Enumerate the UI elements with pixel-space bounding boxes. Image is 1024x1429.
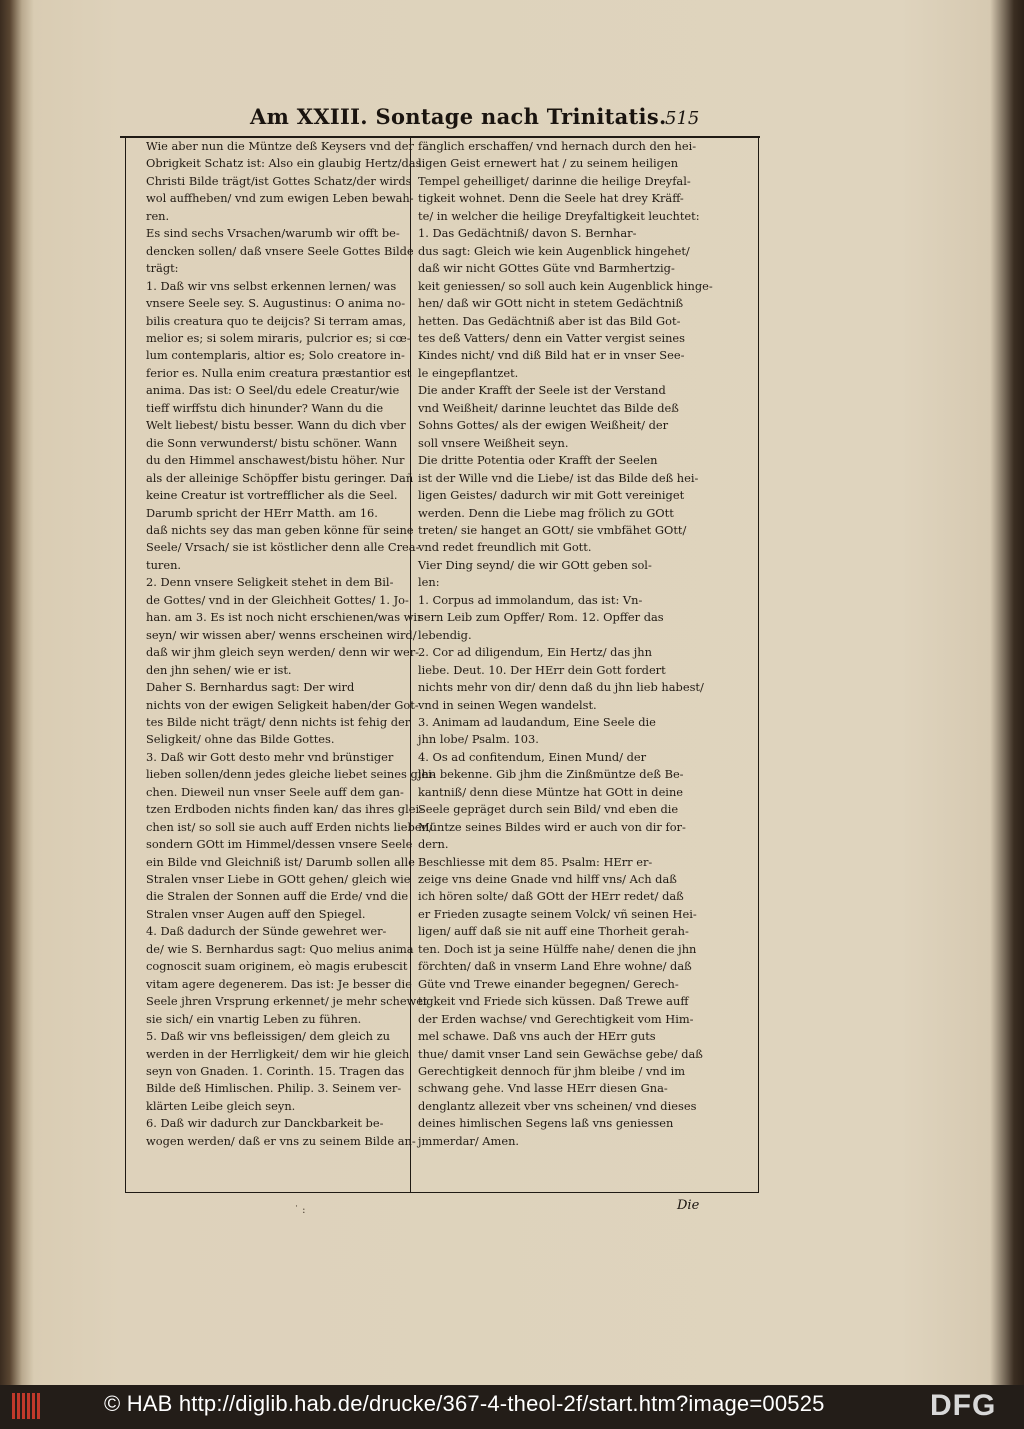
text-line: zeige vns deine Gnade vnd hilff vns/ Ach daß <box>418 872 677 887</box>
text-line: tes deß Vatters/ denn ein Vatter vergist seines <box>418 330 686 345</box>
text-line: Kindes nicht/ vnd diß Bild hat er in vnser See- <box>418 348 685 363</box>
right-column <box>418 138 713 1150</box>
text-line: ten. Doch ist ja seine Hülffe nahe/ denen die jhn <box>418 941 697 956</box>
text-line: seyn von Gnaden. 1. Corinth. 15. Tragen das <box>146 1064 405 1079</box>
text-line: Darumb spricht der HErr Matth. am 16. <box>146 505 378 520</box>
viewer-footer <box>0 1385 1024 1429</box>
text-line: ein Bilde vnd Gleichniß ist/ Darumb sollen alle <box>146 854 415 869</box>
running-title: Am XXIII. Sontage nach Trinitatis. <box>250 104 667 129</box>
text-line: 6. Daß wir dadurch zur Danckbarkeit be- <box>146 1116 384 1131</box>
text-line: Güte vnd Trewe einander begegnen/ Gerech- <box>418 976 679 991</box>
text-line: Beschliesse mit dem 85. Psalm: HErr er- <box>418 854 653 869</box>
text-line: de Gottes/ vnd in der Gleichheit Gottes/ 1. Jo- <box>146 592 409 607</box>
text-line: Welt liebest/ bistu besser. Wann du dich vber <box>146 418 406 433</box>
text-line: keine Creatur ist vortrefflicher als die Seel. <box>146 488 398 503</box>
text-line: Wie aber nun die Müntze deß Keysers vnd der <box>146 139 414 153</box>
column-divider <box>410 138 411 1192</box>
text-line: Stralen vnser Liebe in GOtt gehen/ gleich wie <box>146 872 411 887</box>
text-line: Sohns Gottes/ als der ewigen Weißheit/ der <box>418 418 669 433</box>
text-line: dus sagt: Gleich wie kein Augenblick hingehet/ <box>418 243 690 258</box>
text-line: der Erden wachse/ vnd Gerechtigkeit vom Him- <box>418 1011 694 1026</box>
text-line: Daher S. Bernhardus sagt: Der wird <box>146 680 355 695</box>
text-line: Die dritte Potentia oder Krafft der Seelen <box>418 453 658 468</box>
copyright-url[interactable]: © HAB http://diglib.hab.de/drucke/367-4-theol-2f/start.htm?image=00525 <box>104 1391 825 1416</box>
text-line: daß wir jhm gleich seyn werden/ denn wir wer- <box>146 645 420 660</box>
text-line: schwang gehe. Vnd lasse HErr diesen Gna- <box>418 1081 668 1096</box>
text-line: ich hören solte/ daß GOtt der HErr redet/ daß <box>418 889 684 904</box>
text-line: sondern GOtt im Himmel/dessen vnsere Seele <box>146 837 413 852</box>
text-line: te/ in welcher die heilige Dreyfaltigkeit leuchtet: <box>418 208 700 223</box>
text-line: den jhn sehen/ wie er ist. <box>146 662 292 677</box>
text-line: er Frieden zusagte seinem Volck/ vñ seinen Hei- <box>418 906 697 921</box>
text-line: soll vnsere Weißheit seyn. <box>418 435 569 450</box>
text-line: deines himlischen Segens laß vns geniessen <box>418 1116 674 1131</box>
text-line: nichts von der ewigen Seligkeit haben/der Got- <box>146 697 419 712</box>
text-line: len: <box>418 575 440 590</box>
text-line: Stralen vnser Augen auff den Spiegel. <box>146 906 366 921</box>
page-number: 515 <box>665 108 700 129</box>
text-line: daß wir nicht GOttes Güte vnd Barmhertzig- <box>418 261 675 276</box>
text-line: sern Leib zum Opffer/ Rom. 12. Opffer das <box>418 610 664 625</box>
text-line: mel schawe. Daß vns auch der HErr guts <box>418 1029 656 1044</box>
text-line: wogen werden/ daß er vns zu seinem Bilde an- <box>146 1133 416 1148</box>
text-line: Seligkeit/ ohne das Bilde Gottes. <box>146 732 335 747</box>
text-line: han. am 3. Es ist noch nicht erschienen/was wir <box>146 610 423 625</box>
book-page <box>30 0 1005 1385</box>
text-line: ferior es. Nulla enim creatura præstantior est <box>146 365 412 380</box>
text-line: tigkeit wohnet. Denn die Seele hat drey Kräff- <box>418 191 684 206</box>
text-line: 1. Daß wir vns selbst erkennen lernen/ was <box>146 278 397 293</box>
text-line: tigkeit vnd Friede sich küssen. Daß Trewe auff <box>418 994 689 1009</box>
text-line: 1. Corpus ad immolandum, das ist: Vn- <box>418 592 643 607</box>
text-line: Seele gepräget durch sein Bild/ vnd eben die <box>418 802 679 817</box>
text-line: klärten Leibe gleich seyn. <box>146 1098 296 1113</box>
text-line: Gerechtigkeit dennoch für jhm bleibe / vnd im <box>418 1064 686 1079</box>
text-line: förchten/ daß in vnserm Land Ehre wohne/ daß <box>418 959 692 974</box>
text-line: tzen Erdboden nichts finden kan/ das ihres glei- <box>146 802 423 817</box>
text-line: 1. Das Gedächtniß/ davon S. Bernhar- <box>418 226 637 241</box>
text-line: als der alleinige Schöpffer bistu geringer. Dañ <box>146 470 414 485</box>
catchword: Die <box>677 1198 700 1213</box>
text-line: Christi Bilde trägt/ist Gottes Schatz/der wirds <box>146 173 412 188</box>
text-line: thue/ damit vnser Land sein Gewächse gebe/ daß <box>418 1046 703 1061</box>
text-line: vitam agere degenerem. Das ist: Je besser die <box>146 976 412 991</box>
text-line: daß nichts sey das man geben könne für seine <box>146 522 414 537</box>
text-line: wol auffheben/ vnd zum ewigen Leben bewah- <box>146 191 414 206</box>
text-line: chen ist/ so soll sie auch auff Erden nichts lieben/ <box>146 819 433 834</box>
text-line: denglantz allezeit vber vns scheinen/ vnd dieses <box>418 1098 697 1113</box>
dfg-logo[interactable]: DFG <box>930 1389 997 1422</box>
text-line: seyn/ wir wissen aber/ wenns erscheinen wird/ <box>146 627 417 642</box>
text-line: Bilde deß Himlischen. Philip. 3. Seinem ver- <box>146 1081 402 1096</box>
text-line: werden in der Herrligkeit/ dem wir hie gleich <box>146 1046 410 1061</box>
text-line: dencken sollen/ daß vnsere Seele Gottes Bilde <box>146 243 414 258</box>
text-line: hetten. Das Gedächtniß aber ist das Bild Got- <box>418 313 681 328</box>
text-line: vnsere Seele sey. S. Augustinus: O anima no- <box>146 296 406 311</box>
text-line: fänglich erschaffen/ vnd hernach durch den hei- <box>418 139 697 153</box>
text-line: turen. <box>146 557 182 572</box>
text-line: treten/ sie hanget an GOtt/ sie vmbfähet GOtt/ <box>418 522 687 537</box>
text-line: 2. Cor ad diligendum, Ein Hertz/ das jhn <box>418 645 652 660</box>
text-line: Seele/ Vrsach/ sie ist köstlicher denn alle Crea- <box>146 540 420 555</box>
text-line: vnd redet freundlich mit Gott. <box>418 540 592 555</box>
text-line: Vier Ding seynd/ die wir GOtt geben sol- <box>418 557 652 572</box>
text-line: de/ wie S. Bernhardus sagt: Quo melius anima <box>146 941 414 956</box>
text-line: sie sich/ ein vnartig Leben zu führen. <box>146 1011 362 1026</box>
text-line: 5. Daß wir vns befleissigen/ dem gleich zu <box>146 1029 390 1044</box>
text-line: du den Himmel anschawest/bistu höher. Nur <box>146 453 405 468</box>
text-line: trägt: <box>146 261 179 276</box>
text-line: jmmerdar/ Amen. <box>418 1133 520 1148</box>
text-line: jhn bekenne. Gib jhm die Zinßmüntze deß Be- <box>418 767 684 782</box>
text-line: 2. Denn vnsere Seligkeit stehet in dem Bil- <box>146 575 394 590</box>
text-line: vnd Weißheit/ darinne leuchtet das Bilde deß <box>418 400 679 415</box>
text-line: kantniß/ denn diese Müntze hat GOtt in deine <box>418 784 684 799</box>
text-line: chen. Dieweil nun vnser Seele auff dem gan- <box>146 784 404 799</box>
text-line: Müntze seines Bildes wird er auch von dir for- <box>418 819 686 834</box>
text-line: die Stralen der Sonnen auff die Erde/ vnd die <box>146 889 409 904</box>
text-line: 3. Daß wir Gott desto mehr vnd brünstiger <box>146 749 394 764</box>
text-line: ligen Geist ernewert hat / zu seinem heiligen <box>418 156 679 171</box>
text-line: ren. <box>146 208 170 223</box>
text-line: werden. Denn die Liebe mag frölich zu GOtt <box>418 505 674 520</box>
text-line: bilis creatura quo te deijcis? Si terram amas, <box>146 313 406 328</box>
text-line: tes Bilde nicht trägt/ denn nichts ist fehig der <box>146 714 411 729</box>
text-line: Es sind sechs Vrsachen/warumb wir offt be- <box>146 226 400 241</box>
text-line: dern. <box>418 837 449 852</box>
text-line: tieff wirffstu dich hinunder? Wann du die <box>146 400 384 415</box>
text-line: 3. Animam ad laudandum, Eine Seele die <box>418 714 656 729</box>
left-column <box>146 138 436 1150</box>
text-line: jhn lobe/ Psalm. 103. <box>418 732 539 747</box>
text-line: nichts mehr von dir/ denn daß du jhn lieb habest/ <box>418 680 704 695</box>
text-line: melior es; si solem miraris, pulcrior es; si cœ- <box>146 330 411 345</box>
text-line: liebe. Deut. 10. Der HErr dein Gott fordert <box>418 662 666 677</box>
text-line: lum contemplaris, altior es; Solo creatore in- <box>146 348 405 363</box>
text-line: 4. Os ad confitendum, Einen Mund/ der <box>418 749 647 764</box>
text-line: Die ander Krafft der Seele ist der Verstand <box>418 383 666 398</box>
text-line: die Sonn verwunderst/ bistu schöner. Wann <box>146 435 398 450</box>
text-line: vnd in seinen Wegen wandelst. <box>418 697 597 712</box>
hab-logo-icon[interactable] <box>12 1393 48 1421</box>
text-line: Obrigkeit Schatz ist: Also ein glaubig Hertz/das <box>146 156 422 171</box>
signature-mark: ˙ : <box>294 1205 306 1216</box>
text-line: ist der Wille vnd die Liebe/ ist das Bilde deß hei- <box>418 470 699 485</box>
text-line: lebendig. <box>418 627 472 642</box>
text-line: 4. Daß dadurch der Sünde gewehret wer- <box>146 924 387 939</box>
text-line: anima. Das ist: O Seel/du edele Creatur/wie <box>146 383 400 398</box>
text-line: ligen/ auff daß sie nit auff eine Thorheit gerah- <box>418 924 689 939</box>
text-line: lieben sollen/denn jedes gleiche liebet seines glei- <box>146 767 436 782</box>
text-line: le eingepflantzet. <box>418 365 519 380</box>
text-line: cognoscit suam originem, eò magis erubescit <box>146 959 408 974</box>
text-line: Tempel geheilliget/ darinne die heilige Dreyfal- <box>418 173 691 188</box>
text-line: hen/ daß wir GOtt nicht in stetem Gedächtniß <box>418 296 684 311</box>
text-line: Seele jhren Vrsprung erkennet/ je mehr schewet <box>146 994 428 1009</box>
page-header <box>120 104 760 138</box>
text-line: keit geniessen/ so soll auch kein Augenblick hinge- <box>418 278 713 293</box>
text-line: ligen Geistes/ dadurch wir mit Gott vereiniget <box>418 488 685 503</box>
